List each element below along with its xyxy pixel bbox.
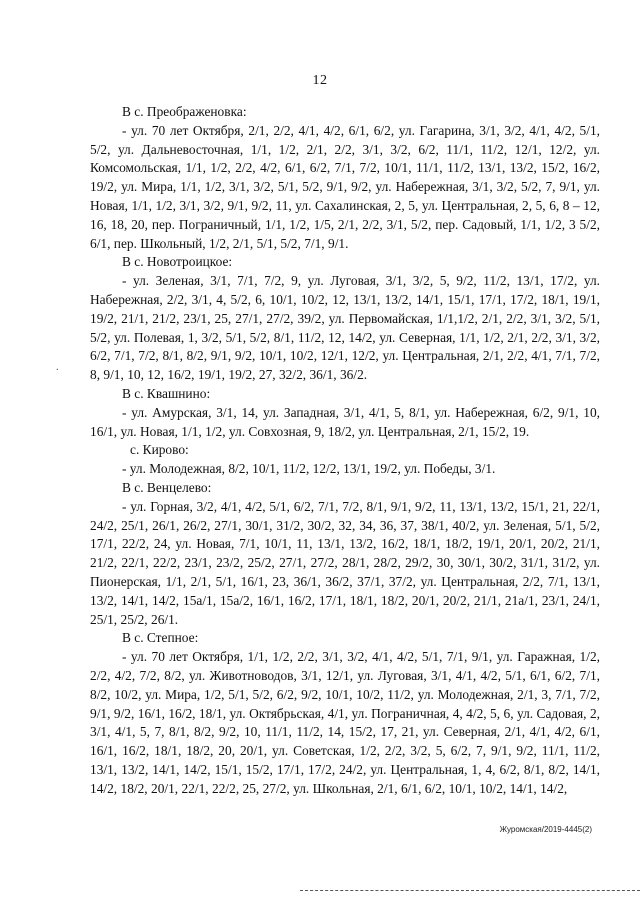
place-heading-novotroitskoe: В с. Новотроицкое: <box>122 254 233 270</box>
street-list-kvashnino: - ул. Амурская, 3/1, 14, ул. Западная, 3/1, 4/1, 5, 8/1, ул. Набережная, 6/2, 9/1, 10, 16/1, ул. Новая, 1/1, 1/2, ул. Совхозная, 9, 18/2, ул. Центральная, 2/1, 15/2, 19. <box>90 404 600 439</box>
street-list-preobrazhenovka: - ул. 70 лет Октября, 2/1, 2/2, 4/1, 4/2, 6/1, 6/2, ул. Гагарина, 3/1, 3/2, 4/1, 4/2, 5/1, 5/2, ул. Дальневосточная, 1/1, 1/2, 2/1, 2/2, 3/1, 3/2, 6/2, 11/1, 11/2, 12/1, 12/2, ул. Комсомольская, 1/1, 1/2, 2/2, 4/2, 6/1, 6/2, 7/1, 7/2, 10/1, 11/1, 11/2, 13/1, 13/2, 15/2, 16/2, 19/2, ул. Мира, 1/1, 1/2, 3/1, 3/2, 5/1, 5/2, 9/1, 9/2, ул. Набережная, 3/1, 3/2, 5/2, 7, 9/1, ул. Новая, 1/1, 1/2, 3/1, 3/2, 9/1, 9/2, 11, ул. Сахалинская, 2, 5, ул. Центральная, 2, 5, 6, 8 – 12, 16, 18, 20, пер. Пограничный, 1/1, 1/2, 1/5, 2/1, 2/2, 3/1, 5/2, пер. Садовый, 1/1, 1/2, 3 5/2, 6/1, пер. Школьный, 1/2, 2/1, 5/1, 5/2, 7/1, 9/1. <box>90 122 600 251</box>
footer-dashed-line <box>300 890 640 891</box>
document-body <box>90 103 600 798</box>
place-heading-kvashnino: В с. Квашнино: <box>122 385 211 401</box>
street-list-novotroitskoe: - ул. Зеленая, 3/1, 7/1, 7/2, 9, ул. Луговая, 3/1, 3/2, 5, 9/2, 11/2, 13/1, 17/2, ул. Набережная, 2/2, 3/1, 4, 5/2, 6, 10/1, 10/2, 12, 13/1, 13/2, 14/1, 15/1, 17/1, 17/2, 18/1, 19/1, 19/2, 21/1, 21/2, 23/1, 25, 27/1, 27/2, 39/2, ул. Первомайская, 1/1,1/2, 2/1, 2/2, 3/1, 3/2, 5/1, 5/2, ул. Полевая, 1, 3/2, 5/1, 5/2, 8/1, 11/2, 12, 14/2, ул. Северная, 1/1, 1/2, 2/1, 2/2, 3/1, 3/2, 6/2, 7/1, 7/2, 8/1, 8/2, 9/1, 9/2, 10/1, 10/2, 12/1, 12/2, ул. Центральная, 2/1, 2/2, 4/1, 7/1, 7/2, 8, 9/1, 10, 12, 16/2, 19/1, 19/2, 27, 32/2, 36/1, 36/2. <box>90 273 600 383</box>
place-heading-preobrazhenovka: В с. Преображеновка: <box>122 104 247 119</box>
margin-mark: . <box>56 362 59 373</box>
footer-reference: Журомская/2019-4445(2) <box>499 825 592 834</box>
street-list-stepnoe: - ул. 70 лет Октября, 1/1, 1/2, 2/2, 3/1, 3/2, 4/1, 4/2, 5/1, 7/1, 9/1, ул. Гаражная, 1/2, 2/2, 4/2, 7/2, 8/2, ул. Животноводов, 3/1, 12/1, ул. Луговая, 3/1, 4/1, 4/2, 5/1, 6/1, 6/2, 7/1, 8/2, 10/2, ул. Мира, 1/2, 5/1, 5/2, 6/2, 9/2, 10/1, 10/2, 11/2, ул. Молодежная, 2/1, 3, 7/1, 7/2, 9/1, 9/2, 16/1, 16/2, 18/1, ул. Октябрьская, 4/1, ул. Пограничная, 4, 4/2, 5, 6, ул. Садовая, 2, 3/1, 4/1, 5, 7, 8/1, 8/2, 9/2, 10, 11/1, 11/2, 14, 15/2, 17, 21, ул. Северная, 2/1, 4/1, 4/2, 6/1, 16/1, 16/2, 18/1, 18/2, 20, 20/1, ул. Советская, 1/2, 2/2, 3/2, 5, 6/2, 7, 9/1, 9/2, 11/1, 11/2, 13/1, 13/2, 14/1, 14/2, 15/1, 15/2, 17/1, 17/2, 24/2, ул. Центральная, 1, 4, 6/2, 8/1, 8/2, 14/1, 14/2, 18/2, 20/1, 22/1, 22/2, 25, 27/2, ул. Школьная, 2/1, 6/1, 6/2, 10/1, 10/2, 14/1, 14/2, <box>90 649 600 796</box>
place-heading-stepnoe: В с. Степное: <box>122 630 199 646</box>
page-number: 12 <box>312 73 328 88</box>
place-heading-kirovo: с. Кирово: <box>130 442 189 458</box>
street-list-ventselevo: - ул. Горная, 3/2, 4/1, 4/2, 5/1, 6/2, 7/1, 7/2, 8/1, 9/1, 9/2, 11, 13/1, 13/2, 15/1, 21, 22/1, 24/2, 25/1, 26/1, 26/2, 27/1, 30/1, 31/2, 30/2, 32, 34, 36, 37, 38/1, 40/2, ул. Зеленая, 5/1, 5/2, 17/1, 22/2, 24, ул. Новая, 7/1, 10/1, 11, 13/1, 13/2, 16/2, 18/1, 18/2, 19/1, 20/1, 20/2, 21/1, 21/2, 22/1, 22/2, 23/1, 23/2, 25/2, 27/1, 27/2, 28/1, 28/2, 29/2, 30, 30/1, 30/2, 31/1, 31/2, ул. Пионерская, 1/1, 2/1, 5/1, 16/1, 23, 36/1, 36/2, 37/1, 37/2, ул. Центральная, 2/2, 7/1, 13/1, 13/2, 14/1, 14/2, 15а/1, 15а/2, 16/1, 16/2, 17/1, 18/1, 18/2, 20/1, 20/2, 21/1, 21а/1, 23/1, 24/1, 25/1, 25/2, 26/1. <box>90 498 600 627</box>
place-heading-ventselevo: В с. Венцелево: <box>122 479 212 495</box>
street-list-kirovo: - ул. Молодежная, 8/2, 10/1, 11/2, 12/2, 13/1, 19/2, ул. Победы, 3/1. <box>122 461 496 477</box>
